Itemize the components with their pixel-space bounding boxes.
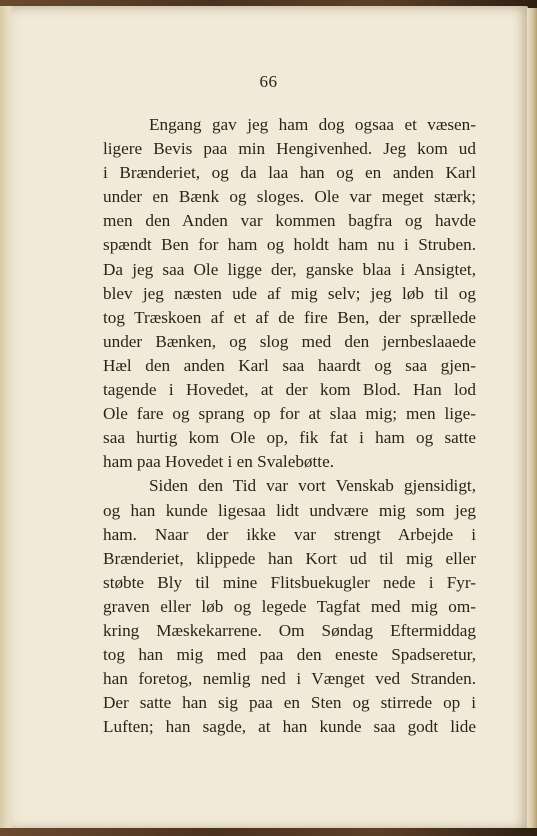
text-line: blev jeg næsten ude af mig selv; jeg løb til og bbox=[103, 283, 476, 303]
book-cover-bottom-edge bbox=[0, 828, 537, 836]
text-line: men den Anden var kommen bagfra og havde bbox=[103, 211, 476, 231]
text-line: ligere Bevis paa min Hengivenhed. Jeg kom ud bbox=[103, 139, 476, 159]
text-line: Siden den Tid var vort Venskab gjensidigt, bbox=[149, 476, 476, 496]
text-line: ham paa Hovedet i en Svalebøtte. bbox=[103, 452, 334, 472]
text-line: graven eller løb og legede Tagfat med mig om- bbox=[103, 596, 476, 616]
text-line: han foretog, nemlig ned i Vænget ved Stranden. bbox=[103, 669, 476, 689]
text-line: saa hurtig kom Ole op, fik fat i ham og satte bbox=[103, 428, 476, 448]
page-number: 66 bbox=[259, 72, 278, 91]
text-line: kring Mæskekarrene. Om Søndag Eftermiddag bbox=[103, 620, 476, 640]
text-line: Hæl den anden Karl saa haardt og saa gjen- bbox=[103, 355, 476, 375]
text-line: Der satte han sig paa en Sten og stirrede op i bbox=[103, 693, 476, 713]
text-line: Da jeg saa Ole ligge der, ganske blaa i Ansigtet, bbox=[103, 259, 476, 279]
text-line: tagende i Hovedet, at der kom Blod. Han lod bbox=[103, 380, 476, 400]
text-line: tog Træskoen af et af de fire Ben, der sprællede bbox=[103, 307, 476, 327]
page-gutter-shadow bbox=[0, 6, 14, 830]
text-line: Engang gav jeg ham dog ogsaa et væsen- bbox=[149, 115, 476, 134]
page-stack-edge bbox=[527, 8, 537, 828]
text-line: Ole fare og sprang op for at slaa mig; men lige- bbox=[103, 404, 476, 424]
text-line: under Bænken, og slog med den jernbeslaaede bbox=[103, 331, 476, 351]
text-line: og han kunde ligesaa lidt undvære mig som jeg bbox=[103, 500, 476, 520]
text-line: spændt Ben for ham og holdt ham nu i Struben. bbox=[103, 235, 476, 255]
text-line: tog han mig med paa den eneste Spadseretur, bbox=[103, 645, 476, 665]
text-line: ham. Naar der ikke var strengt Arbejde i bbox=[103, 524, 476, 544]
text-line: støbte Bly til mine Flitsbuekugler nede i Fyr- bbox=[103, 572, 476, 592]
text-line: Luften; han sagde, at han kunde saa godt lide bbox=[103, 717, 476, 737]
body-text bbox=[103, 113, 476, 739]
text-line: Brænderiet, klippede han Kort ud til mig eller bbox=[103, 548, 476, 568]
text-line: i Brænderiet, og da laa han og en anden Karl bbox=[103, 163, 476, 183]
text-line: under en Bænk og sloges. Ole var meget stærk; bbox=[103, 187, 476, 207]
